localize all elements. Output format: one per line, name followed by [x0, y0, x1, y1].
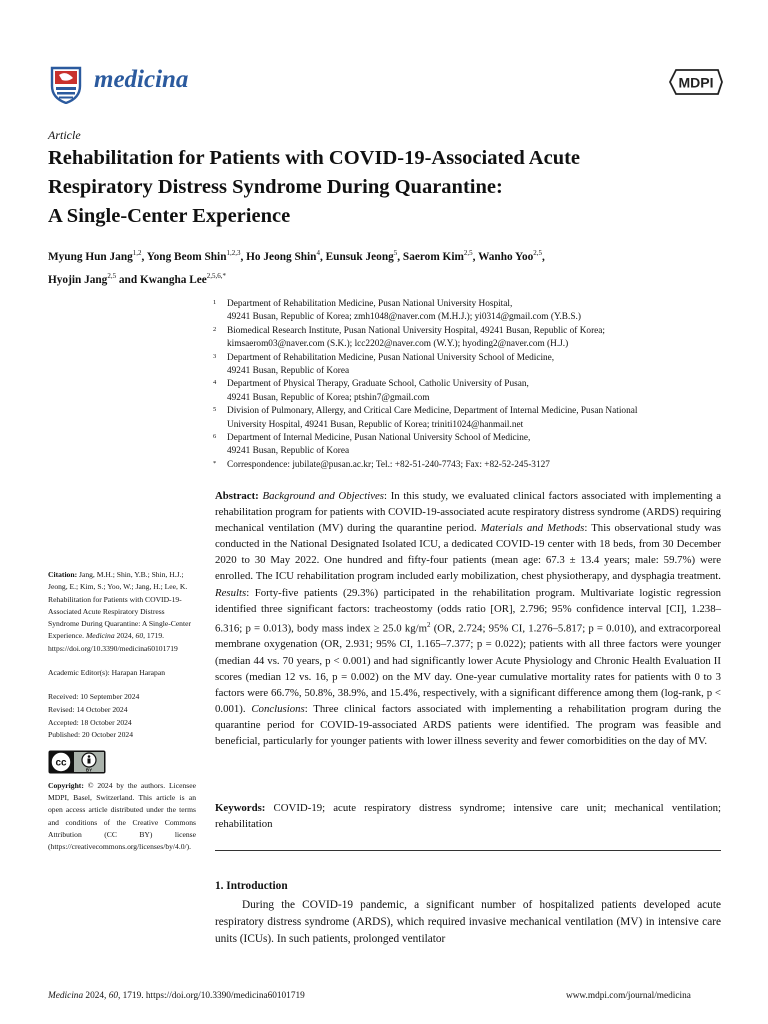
affiliation-item [208, 405, 738, 432]
author-separator: , [542, 250, 545, 263]
affiliation-item [208, 298, 738, 325]
author-name[interactable]: Myung Hun Jang [48, 250, 133, 263]
affiliation-line: 49241 Busan, Republic of Korea; ptshin7@gmail.com [227, 392, 430, 403]
title-line: A Single-Center Experience [48, 205, 291, 227]
journal-name[interactable]: medicina [94, 66, 189, 93]
citation-volume: 60 [135, 631, 144, 641]
author-separator: , [472, 250, 479, 263]
copyright-notice [48, 780, 196, 854]
author-name[interactable]: Saerom Kim [402, 250, 464, 263]
article-type: Article [48, 128, 81, 142]
author-line-2 [48, 267, 728, 290]
title-line: Rehabilitation for Patients with COVID-19-Associated Acute [48, 147, 581, 169]
footer-year: 2024, [83, 991, 109, 1001]
article-sidebar [48, 569, 196, 854]
abstract-label: Abstract: [215, 490, 259, 502]
publisher-name: MDPI [678, 74, 714, 91]
footer-doi[interactable]: , 1719. https://doi.org/10.3390/medicina60101719 [117, 991, 305, 1001]
author-list [48, 244, 728, 290]
copyright-text: © 2024 by the authors. Licensee MDPI, Basel, Switzerland. This article is an open access article distributed under the terms and conditions of the Creative Commons Attribution (CC BY) license (https://creativecommons.org/licenses/by/4.0/). [48, 780, 196, 852]
affiliation-item [208, 432, 738, 459]
author-separator: , [397, 250, 403, 263]
affiliation-line: Division of Pulmonary, Allergy, and Critical Care Medicine, Department of Internal Medicine, Pusan National [227, 406, 638, 417]
affiliation-line: Department of Internal Medicine, Pusan National University School of Medicine, [227, 433, 531, 444]
affiliation-line: Department of Rehabilitation Medicine, Pusan National University School of Medicine, [227, 352, 555, 363]
affiliation-number: 6 [213, 433, 217, 441]
author-separator: and [116, 273, 140, 286]
academic-editor: Academic Editor(s): Harapan Harapan [48, 668, 166, 678]
author-name[interactable]: Kwangha Lee [139, 273, 207, 286]
author-separator: , [319, 250, 326, 263]
section-heading: 1. Introduction [215, 880, 288, 892]
introduction-text: During the COVID-19 pandemic, a significant number of hospitalized patients developed acute respiratory distress syndrome (ARDS), which required invasive mechanical ventilation (MV) in intensive care units (ICUs). In such patients, prolonged ventilator [215, 899, 721, 945]
dates-block [48, 691, 196, 741]
affiliation-line: 49241 Busan, Republic of Korea; zmh1048@naver.com (M.H.J.); yi0314@gmail.com (Y.B.S.) [227, 312, 581, 323]
abstract-conclusions-label: Conclusions [251, 702, 305, 715]
affiliation-line: Department of Physical Therapy, Graduate School, Catholic University of Pusan, [227, 379, 529, 390]
affiliation-number: * [213, 459, 217, 467]
author-separator: , [141, 250, 147, 263]
received-date: Received: 10 September 2024 [48, 692, 140, 702]
affiliation-number: 4 [213, 379, 217, 387]
accepted-date: Accepted: 18 October 2024 [48, 717, 132, 727]
cc-label: cc [55, 757, 67, 769]
author-name[interactable]: Ho Jeong Shin [246, 250, 317, 263]
author-name[interactable]: Yong Beom Shin [146, 250, 227, 263]
author-affiliation-sup: 2,5 [533, 249, 543, 257]
author-line-1 [48, 244, 728, 267]
author-affiliation-sup: 2,5 [463, 249, 473, 257]
affiliation-line: Biomedical Research Institute, Pusan National University Hospital, 49241 Busan, Republic of Korea; [227, 325, 605, 336]
citation-year: 2024, [114, 631, 136, 641]
keywords-text: COVID-19; acute respiratory distress syndrome; intensive care unit; mechanical ventilation; rehabilitation [215, 802, 721, 831]
citation-doi: , 1719. https://doi.org/10.3390/medicina60101719 [48, 631, 178, 653]
abstract-results-text: p = 0.013), body mass index ≥ 25.0 kg/m [245, 622, 428, 635]
affiliation-line: kimsaerom03@naver.com (S.K.); lcc2202@naver.com (W.Y.); hyoding2@naver.com (H.J.) [227, 339, 569, 350]
copyright-label: Copyright: [48, 780, 84, 790]
author-separator: , [240, 250, 247, 263]
published-date: Published: 20 October 2024 [48, 730, 133, 740]
author-affiliation-sup: 2,5,6,* [206, 271, 227, 280]
abstract [215, 488, 721, 749]
abstract-background-label: Background and Objectives [262, 490, 384, 502]
abstract-results-label: Results [215, 586, 247, 599]
affiliation-item [208, 352, 738, 379]
keywords-label: Keywords: [215, 802, 266, 814]
affiliation-item [208, 325, 738, 352]
author-affiliation-sup: 5 [393, 249, 398, 257]
footer-journal: Medicina [48, 991, 84, 1001]
journal-logo-icon [48, 66, 84, 104]
author-name[interactable]: Wanho Yoo [478, 250, 534, 263]
author-name[interactable]: Eunsuk Jeong [325, 250, 394, 263]
affiliation-list [208, 298, 738, 472]
footer-journal-url[interactable]: www.mdpi.com/journal/medicina [566, 991, 691, 1001]
abstract-methods-text: : This observational study was conducted in the National Designated Isolated ICU, a dedicated COVID-19 center with 18 beds, from 30 December 2020 to 30 May 2022. One hundred and fifty-four patients (mean age: 67.3 ± 13.4 years; male: 59.7%) were enrolled. The ICU rehabilitation program included early mobilization, chest physiotherapy, and dysphagia treatment. [215, 522, 722, 583]
revised-date: Revised: 14 October 2024 [48, 704, 128, 714]
cc-by-badge-icon[interactable] [48, 750, 106, 774]
affiliation-item [208, 459, 738, 472]
abstract-results-text: : Forty-five patients (29.3%) participated in the rehabilitation program. Multivariate logistic regression identified three significant factors: tracheostomy (odds ratio [OR], 2.796; 95% confidence interval [CI], 1.238–6.316; [215, 586, 721, 635]
author-name[interactable]: Hyojin Jang [48, 273, 108, 286]
citation-label: Citation: [48, 570, 78, 579]
citation-text: Jang, M.H.; Shin, Y.B.; Shin, H.J.; Jeong, E.; Kim, S.; Yoo, W.; Jang, H.; Lee, K. Rehabilitation for Patients with COVID-19-Associated Acute Respiratory Distress Syndrome During Quarantine: A Single-Center Experience. [48, 570, 191, 641]
citation[interactable] [48, 569, 196, 655]
abstract-methods-label: Materials and Methods [480, 522, 585, 535]
affiliation-number: 2 [213, 325, 217, 333]
abstract-background-text: : In this study, we evaluated clinical factors associated with implementing a rehabilitation program for patients with COVID-19-associated acute respiratory distress syndrome (ARDS) requiring mechanical ventilation (MV) during the quarantine period. [215, 490, 721, 535]
footer-citation [48, 991, 305, 1001]
affiliation-line: Department of Rehabilitation Medicine, Pusan National University Hospital, [227, 299, 513, 309]
affiliation-line: Correspondence: jubilate@pusan.ac.kr; Tel.: +82-51-240-7743; Fax: +82-52-245-3127 [227, 459, 550, 470]
superscript-2: 2 [427, 620, 431, 629]
footer-volume: 60 [108, 991, 118, 1001]
article-title [48, 144, 728, 231]
publisher-logo-icon[interactable] [668, 68, 724, 100]
keywords [215, 800, 721, 832]
title-line: Respiratory Distress Syndrome During Quarantine: [48, 176, 503, 198]
affiliation-line: 49241 Busan, Republic of Korea [227, 366, 350, 377]
section-divider [215, 850, 721, 851]
affiliation-item [208, 378, 738, 405]
affiliation-number: 1 [213, 299, 217, 306]
affiliation-number: 5 [213, 406, 217, 414]
author-affiliation-sup: 1,2,3 [226, 249, 241, 257]
affiliation-line: 49241 Busan, Republic of Korea [227, 446, 350, 457]
citation-journal: Medicina [85, 631, 115, 641]
author-affiliation-sup: 4 [316, 249, 320, 257]
abstract-results-text: (OR, 2.724; 95% CI, 1.276–5.817; p = 0.010), and extracorporeal membrane oxygenation (OR, 2.931; 95% CI, 1.165–7.377; p = 0.022); patients with all three factors were younger (median 44 vs. 70 years, p < 0.001) and had significantly lower Acute Physiology and Chronic Health Evaluation II scores (median 12 vs. 16, p = 0.002) on the MV day. One-year cumulative mortality rates for patients with 0 to 3 factors were 66.7%, 50.8%, 38.9%, and 15.4%, respectively, with a significant difference among them (log-rank, p < 0.001). [215, 622, 722, 715]
abstract-conclusions-text: : Three clinical factors associated with implementing a rehabilitation program during the quarantine period for COVID-19-associated ARDS patients were identified. The program was feasible and beneficial, particularly for younger patients with lower illness severity and fewer comorbidities on the day of MV. [215, 702, 721, 747]
affiliation-number: 3 [213, 352, 217, 360]
author-affiliation-sup: 2,5 [107, 271, 117, 280]
author-affiliation-sup: 1,2 [132, 249, 142, 257]
by-label: BY [85, 767, 93, 773]
affiliation-line: University Hospital, 49241 Busan, Republic of Korea; triniti1024@hanmail.net [227, 419, 524, 430]
